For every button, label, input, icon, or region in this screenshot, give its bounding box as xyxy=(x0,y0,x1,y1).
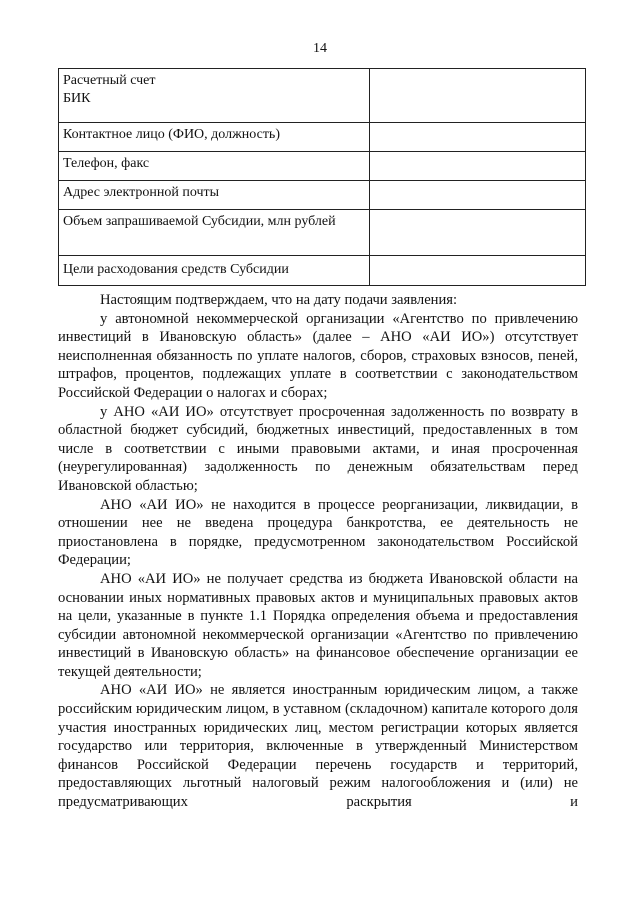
table-value-cell xyxy=(370,123,586,152)
table-value-cell xyxy=(370,210,586,256)
table-row xyxy=(59,210,586,256)
table-label: БИК xyxy=(63,91,91,106)
table-row xyxy=(59,256,586,286)
table-row xyxy=(59,152,586,181)
table-row xyxy=(59,123,586,152)
table-value-cell xyxy=(370,152,586,181)
declaration-paragraph: АНО «АИ ИО» не получает средства из бюджета Ивановской области на основании иных нормативных правовых актов и муниципальных правовых актов на цели, указанные в пункте 1.1 Порядка определения объема и предоставления субсидии автономной некоммерческой организации «Агентство по привлечению инвестиций в Ивановскую область» на финансовое обеспечение организации ее текущей деятельности; xyxy=(58,570,578,680)
declaration-intro: Настоящим подтверждаем, что на дату подачи заявления: xyxy=(100,292,458,308)
declaration-paragraph: АНО «АИ ИО» не является иностранным юридическим лицом, а также российским юридическим лицом, в уставном (складочном) капитале которого доля участия иностранных юридических лиц, местом регистрации которых является государство или территория, включенные в утвержденный Министерством финансов Российской Федерации перечень государств и территорий, предоставляющих льготный налоговый режим налогообложения и (или) не предусматривающих раскрытия и xyxy=(58,682,578,811)
table-label: Телефон, факс xyxy=(59,152,370,181)
declaration-text xyxy=(58,291,578,812)
table-label-cell xyxy=(59,69,370,123)
table-value-cell xyxy=(370,181,586,210)
table-row xyxy=(59,69,586,123)
applicant-details-table xyxy=(58,68,586,286)
table-label: Адрес электронной почты xyxy=(59,181,370,210)
declaration-paragraph: АНО «АИ ИО» не находится в процессе реорганизации, ликвидации, в отношении нее не введена процедура банкротства, ее деятельность не приостановлена в порядке, предусмотренном законодательством Российской Федерации; xyxy=(58,496,578,569)
declaration-paragraph: у автономной некоммерческой организации «Агентство по привлечению инвестиций в Ивановскую область» (далее – АНО «АИ ИО») отсутствует неисполненная обязанность по уплате налогов, сборов, страховых взносов, пеней, штрафов, процентов, подлежащих уплате в соответствии с законодательством Российской Федерации о налогах и сборах; xyxy=(58,310,578,401)
table-label: Расчетный счет xyxy=(63,73,156,88)
table-label: Объем запрашиваемой Субсидии, млн рублей xyxy=(59,210,370,256)
table-value-cell xyxy=(370,256,586,286)
declaration-paragraph: у АНО «АИ ИО» отсутствует просроченная задолженность по возврату в областной бюджет субсидий, бюджетных инвестиций, предоставленных в том числе в соответствии с иными правовыми актами, и иная просроченная (неурегулированная) задолженность по денежным обязательствам перед Ивановской областью; xyxy=(58,403,578,494)
table-label: Контактное лицо (ФИО, должность) xyxy=(59,123,370,152)
table-label: Цели расходования средств Субсидии xyxy=(59,256,370,286)
table-value-cell xyxy=(370,69,586,123)
table-row xyxy=(59,181,586,210)
page-number: 14 xyxy=(313,41,327,56)
